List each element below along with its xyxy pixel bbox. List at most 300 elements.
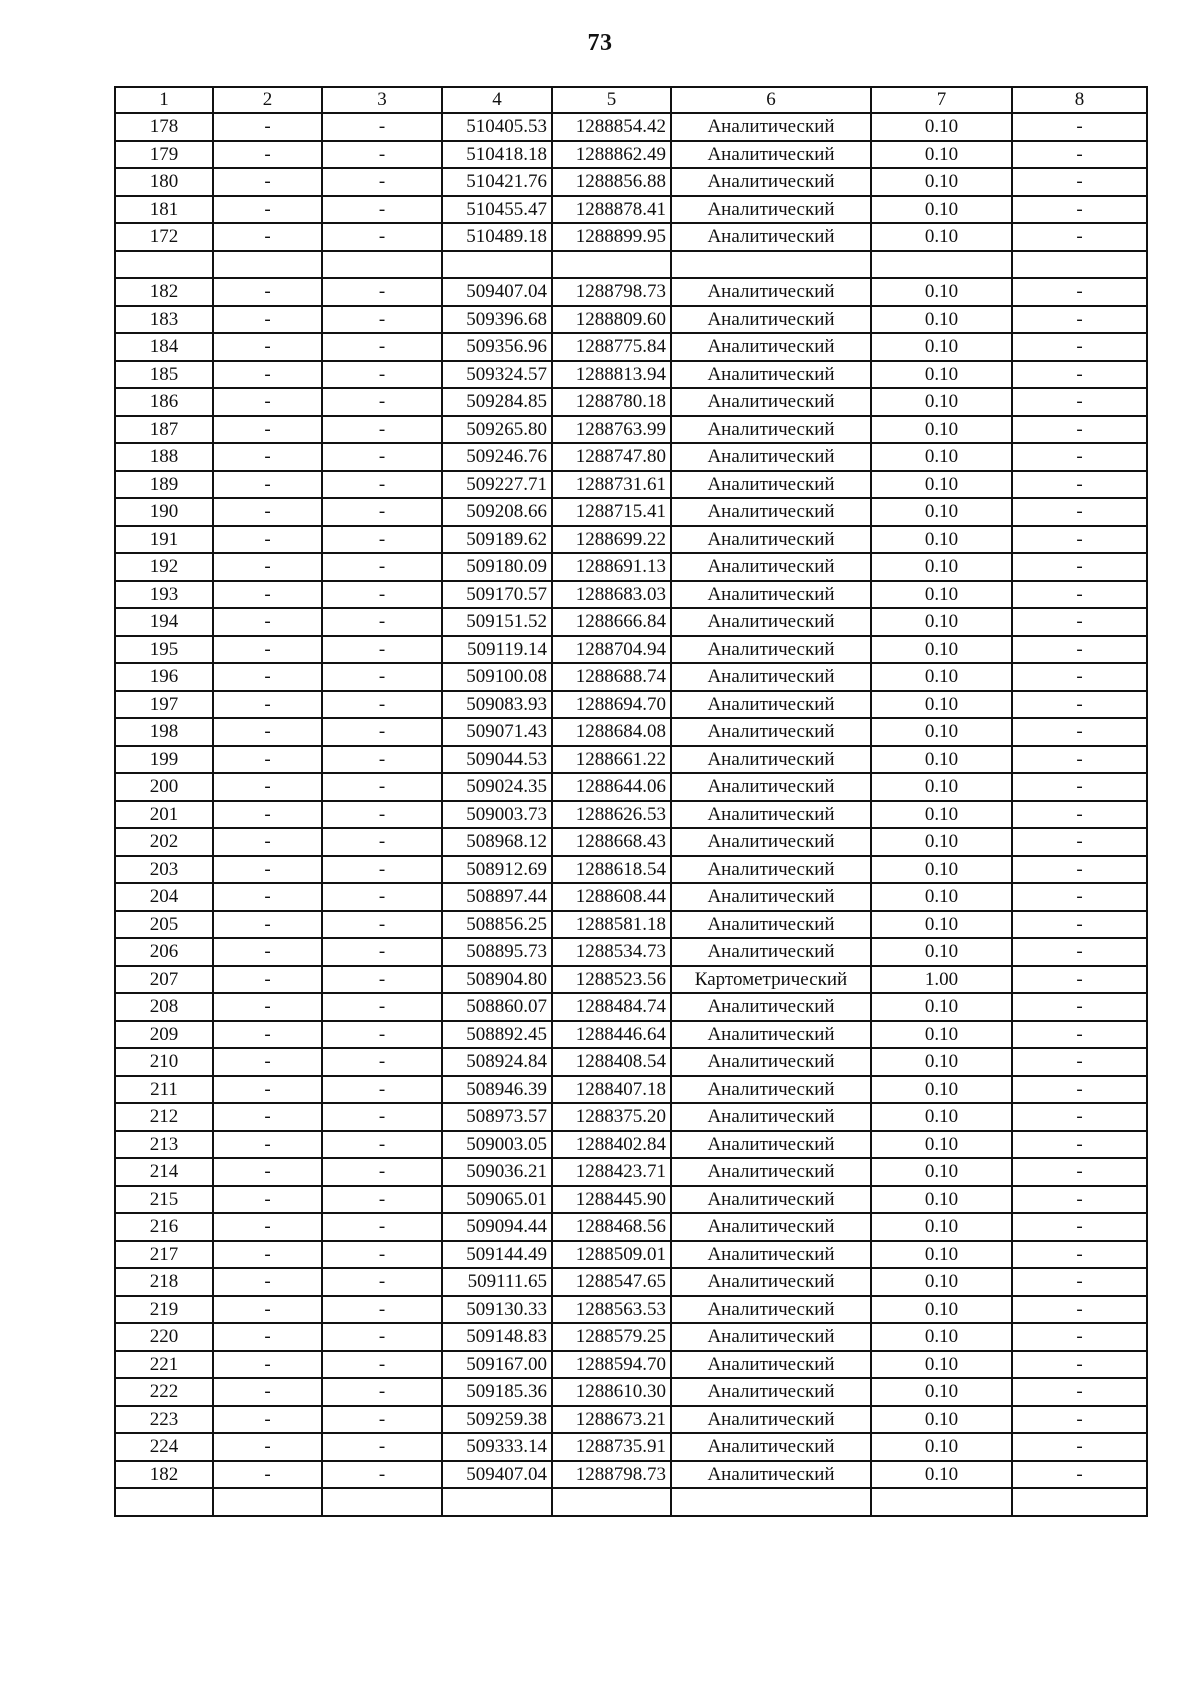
table-row <box>115 196 1147 224</box>
coord-y-cell: 1288704.94 <box>552 636 671 664</box>
col-2-cell: - <box>213 1268 322 1296</box>
col-8-cell: - <box>1012 911 1147 939</box>
point-number-cell: 215 <box>115 1186 213 1214</box>
coord-x-cell: 508968.12 <box>442 828 552 856</box>
method-cell: Аналитический <box>671 168 871 196</box>
coord-y-cell: 1288423.71 <box>552 1158 671 1186</box>
table-row <box>115 1158 1147 1186</box>
accuracy-cell: 0.10 <box>871 1433 1012 1461</box>
point-number-cell: 182 <box>115 278 213 306</box>
accuracy-cell: 0.10 <box>871 1131 1012 1159</box>
accuracy-cell: 0.10 <box>871 636 1012 664</box>
col-3-cell: - <box>322 718 442 746</box>
col-3-cell: - <box>322 498 442 526</box>
coord-x-cell: 509024.35 <box>442 773 552 801</box>
coord-x-cell <box>442 1488 552 1516</box>
table-row <box>115 966 1147 994</box>
col-8-cell: - <box>1012 856 1147 884</box>
col-8-cell: - <box>1012 1048 1147 1076</box>
accuracy-cell: 0.10 <box>871 333 1012 361</box>
method-cell <box>671 1488 871 1516</box>
col-8-cell: - <box>1012 388 1147 416</box>
method-cell: Аналитический <box>671 608 871 636</box>
coord-y-cell: 1288699.22 <box>552 526 671 554</box>
coord-x-cell: 510455.47 <box>442 196 552 224</box>
table-row <box>115 608 1147 636</box>
col-3-cell: - <box>322 1076 442 1104</box>
coord-x-cell: 509003.05 <box>442 1131 552 1159</box>
point-number-cell: 196 <box>115 663 213 691</box>
method-cell: Аналитический <box>671 196 871 224</box>
col-8-cell: - <box>1012 883 1147 911</box>
col-3-cell: - <box>322 1296 442 1324</box>
col-3-cell: - <box>322 1131 442 1159</box>
table-row <box>115 113 1147 141</box>
coord-x-cell: 508892.45 <box>442 1021 552 1049</box>
accuracy-cell: 0.10 <box>871 223 1012 251</box>
col-8-cell: - <box>1012 828 1147 856</box>
coord-y-cell: 1288684.08 <box>552 718 671 746</box>
method-cell <box>671 251 871 279</box>
col-3-cell: - <box>322 1021 442 1049</box>
col-3-cell: - <box>322 828 442 856</box>
coord-x-cell: 509396.68 <box>442 306 552 334</box>
table-row <box>115 141 1147 169</box>
coord-y-cell: 1288523.56 <box>552 966 671 994</box>
col-3-cell: - <box>322 526 442 554</box>
col-2-cell: - <box>213 1461 322 1489</box>
coord-x-cell: 509284.85 <box>442 388 552 416</box>
col-2-cell: - <box>213 553 322 581</box>
coord-y-cell: 1288509.01 <box>552 1241 671 1269</box>
coord-x-cell <box>442 251 552 279</box>
point-number-cell <box>115 1488 213 1516</box>
point-number-cell: 224 <box>115 1433 213 1461</box>
col-8-cell: - <box>1012 1186 1147 1214</box>
col-8-cell: - <box>1012 306 1147 334</box>
col-8-cell: - <box>1012 553 1147 581</box>
accuracy-cell: 0.10 <box>871 1076 1012 1104</box>
table-row <box>115 911 1147 939</box>
method-cell: Аналитический <box>671 1433 871 1461</box>
table-row <box>115 223 1147 251</box>
col-2-cell: - <box>213 1048 322 1076</box>
header-cell: 3 <box>322 87 442 113</box>
table-row <box>115 1461 1147 1489</box>
col-8-cell: - <box>1012 746 1147 774</box>
col-3-cell: - <box>322 1241 442 1269</box>
coord-y-cell: 1288375.20 <box>552 1103 671 1131</box>
point-number-cell: 194 <box>115 608 213 636</box>
col-2-cell <box>213 251 322 279</box>
method-cell: Аналитический <box>671 1461 871 1489</box>
col-2-cell <box>213 1488 322 1516</box>
coord-x-cell: 509044.53 <box>442 746 552 774</box>
point-number-cell: 212 <box>115 1103 213 1131</box>
method-cell: Аналитический <box>671 306 871 334</box>
method-cell: Аналитический <box>671 636 871 664</box>
accuracy-cell: 0.10 <box>871 196 1012 224</box>
coord-x-cell: 509094.44 <box>442 1213 552 1241</box>
method-cell: Аналитический <box>671 828 871 856</box>
col-8-cell: - <box>1012 773 1147 801</box>
coord-x-cell: 509324.57 <box>442 361 552 389</box>
coord-y-cell: 1288618.54 <box>552 856 671 884</box>
coord-y-cell: 1288610.30 <box>552 1378 671 1406</box>
accuracy-cell: 0.10 <box>871 443 1012 471</box>
col-8-cell: - <box>1012 113 1147 141</box>
col-8-cell: - <box>1012 1021 1147 1049</box>
table-row <box>115 773 1147 801</box>
table-row <box>115 526 1147 554</box>
coord-y-cell: 1288581.18 <box>552 911 671 939</box>
accuracy-cell: 0.10 <box>871 993 1012 1021</box>
method-cell: Аналитический <box>671 278 871 306</box>
header-cell: 1 <box>115 87 213 113</box>
accuracy-cell: 0.10 <box>871 388 1012 416</box>
method-cell: Аналитический <box>671 883 871 911</box>
accuracy-cell: 0.10 <box>871 498 1012 526</box>
method-cell: Аналитический <box>671 691 871 719</box>
col-2-cell: - <box>213 388 322 416</box>
point-number-cell: 197 <box>115 691 213 719</box>
coord-y-cell: 1288731.61 <box>552 471 671 499</box>
coord-x-cell: 509111.65 <box>442 1268 552 1296</box>
col-2-cell: - <box>213 1186 322 1214</box>
table-row <box>115 1296 1147 1324</box>
col-8-cell: - <box>1012 471 1147 499</box>
header-cell: 6 <box>671 87 871 113</box>
col-8-cell: - <box>1012 608 1147 636</box>
table-row <box>115 306 1147 334</box>
header-row <box>115 87 1147 113</box>
col-3-cell: - <box>322 938 442 966</box>
accuracy-cell: 0.10 <box>871 526 1012 554</box>
point-number-cell: 211 <box>115 1076 213 1104</box>
coord-x-cell: 508912.69 <box>442 856 552 884</box>
point-number-cell: 189 <box>115 471 213 499</box>
coord-y-cell <box>552 1488 671 1516</box>
point-number-cell: 182 <box>115 1461 213 1489</box>
method-cell: Аналитический <box>671 1323 871 1351</box>
col-3-cell: - <box>322 1048 442 1076</box>
col-8-cell: - <box>1012 636 1147 664</box>
point-number-cell: 209 <box>115 1021 213 1049</box>
coord-y-cell: 1288780.18 <box>552 388 671 416</box>
col-3-cell: - <box>322 1406 442 1434</box>
col-2-cell: - <box>213 1158 322 1186</box>
col-8-cell: - <box>1012 581 1147 609</box>
coord-y-cell: 1288763.99 <box>552 416 671 444</box>
point-number-cell: 190 <box>115 498 213 526</box>
col-8-cell: - <box>1012 966 1147 994</box>
point-number-cell: 221 <box>115 1351 213 1379</box>
col-2-cell: - <box>213 1076 322 1104</box>
table-row <box>115 1103 1147 1131</box>
table-row <box>115 691 1147 719</box>
accuracy-cell: 0.10 <box>871 1461 1012 1489</box>
accuracy-cell: 0.10 <box>871 471 1012 499</box>
table-row <box>115 1488 1147 1516</box>
col-2-cell: - <box>213 1103 322 1131</box>
accuracy-cell: 0.10 <box>871 141 1012 169</box>
coord-x-cell: 509180.09 <box>442 553 552 581</box>
table-row <box>115 388 1147 416</box>
col-3-cell: - <box>322 911 442 939</box>
coord-y-cell: 1288547.65 <box>552 1268 671 1296</box>
coord-x-cell: 508897.44 <box>442 883 552 911</box>
method-cell: Аналитический <box>671 416 871 444</box>
accuracy-cell: 0.10 <box>871 1103 1012 1131</box>
col-2-cell: - <box>213 993 322 1021</box>
point-number-cell: 191 <box>115 526 213 554</box>
coord-y-cell: 1288854.42 <box>552 113 671 141</box>
col-8-cell: - <box>1012 1131 1147 1159</box>
method-cell: Аналитический <box>671 1378 871 1406</box>
table-row <box>115 1076 1147 1104</box>
col-3-cell: - <box>322 306 442 334</box>
method-cell: Аналитический <box>671 1048 871 1076</box>
col-2-cell: - <box>213 1378 322 1406</box>
table-row <box>115 883 1147 911</box>
col-2-cell: - <box>213 966 322 994</box>
col-2-cell: - <box>213 196 322 224</box>
accuracy-cell: 0.10 <box>871 278 1012 306</box>
method-cell: Аналитический <box>671 746 871 774</box>
point-number-cell: 207 <box>115 966 213 994</box>
method-cell: Аналитический <box>671 1241 871 1269</box>
point-number-cell: 210 <box>115 1048 213 1076</box>
accuracy-cell: 0.10 <box>871 1186 1012 1214</box>
point-number-cell: 185 <box>115 361 213 389</box>
coord-x-cell: 509265.80 <box>442 416 552 444</box>
coord-y-cell: 1288644.06 <box>552 773 671 801</box>
accuracy-cell: 0.10 <box>871 1021 1012 1049</box>
coord-x-cell: 510489.18 <box>442 223 552 251</box>
table-row <box>115 1241 1147 1269</box>
accuracy-cell: 0.10 <box>871 883 1012 911</box>
col-3-cell: - <box>322 801 442 829</box>
coord-x-cell: 508856.25 <box>442 911 552 939</box>
point-number-cell: 201 <box>115 801 213 829</box>
col-2-cell: - <box>213 361 322 389</box>
method-cell: Аналитический <box>671 526 871 554</box>
col-2-cell: - <box>213 801 322 829</box>
method-cell: Аналитический <box>671 553 871 581</box>
coord-x-cell: 509185.36 <box>442 1378 552 1406</box>
point-number-cell: 187 <box>115 416 213 444</box>
coordinates-table <box>114 86 1148 1517</box>
point-number-cell: 180 <box>115 168 213 196</box>
header-cell: 7 <box>871 87 1012 113</box>
col-3-cell: - <box>322 388 442 416</box>
col-2-cell: - <box>213 746 322 774</box>
col-8-cell: - <box>1012 361 1147 389</box>
col-8-cell: - <box>1012 801 1147 829</box>
col-2-cell: - <box>213 1213 322 1241</box>
coord-y-cell: 1288688.74 <box>552 663 671 691</box>
table-row <box>115 361 1147 389</box>
coord-x-cell: 509151.52 <box>442 608 552 636</box>
col-3-cell: - <box>322 993 442 1021</box>
col-8-cell: - <box>1012 1103 1147 1131</box>
method-cell: Аналитический <box>671 718 871 746</box>
point-number-cell: 217 <box>115 1241 213 1269</box>
point-number-cell: 205 <box>115 911 213 939</box>
point-number-cell: 188 <box>115 443 213 471</box>
col-3-cell <box>322 251 442 279</box>
table-row <box>115 663 1147 691</box>
col-8-cell: - <box>1012 993 1147 1021</box>
coord-y-cell: 1288445.90 <box>552 1186 671 1214</box>
method-cell: Аналитический <box>671 801 871 829</box>
method-cell: Аналитический <box>671 1296 871 1324</box>
point-number-cell: 192 <box>115 553 213 581</box>
table-row <box>115 801 1147 829</box>
col-3-cell: - <box>322 278 442 306</box>
method-cell: Аналитический <box>671 1186 871 1214</box>
coord-x-cell: 509003.73 <box>442 801 552 829</box>
col-2-cell: - <box>213 938 322 966</box>
col-3-cell: - <box>322 1186 442 1214</box>
coord-y-cell: 1288534.73 <box>552 938 671 966</box>
coord-y-cell: 1288484.74 <box>552 993 671 1021</box>
coord-y-cell: 1288798.73 <box>552 278 671 306</box>
coord-y-cell: 1288899.95 <box>552 223 671 251</box>
method-cell: Аналитический <box>671 1131 871 1159</box>
table-row <box>115 553 1147 581</box>
coord-x-cell: 509167.00 <box>442 1351 552 1379</box>
col-8-cell: - <box>1012 1351 1147 1379</box>
col-2-cell: - <box>213 1296 322 1324</box>
coord-y-cell: 1288694.70 <box>552 691 671 719</box>
accuracy-cell: 0.10 <box>871 691 1012 719</box>
point-number-cell: 218 <box>115 1268 213 1296</box>
col-2-cell: - <box>213 608 322 636</box>
accuracy-cell: 0.10 <box>871 608 1012 636</box>
point-number-cell: 203 <box>115 856 213 884</box>
method-cell: Аналитический <box>671 856 871 884</box>
col-8-cell: - <box>1012 526 1147 554</box>
accuracy-cell: 0.10 <box>871 1268 1012 1296</box>
method-cell: Аналитический <box>671 333 871 361</box>
col-2-cell: - <box>213 691 322 719</box>
table-row <box>115 1433 1147 1461</box>
method-cell: Аналитический <box>671 388 871 416</box>
method-cell: Аналитический <box>671 1213 871 1241</box>
method-cell: Аналитический <box>671 993 871 1021</box>
method-cell: Аналитический <box>671 911 871 939</box>
col-2-cell: - <box>213 333 322 361</box>
coord-x-cell: 510421.76 <box>442 168 552 196</box>
col-2-cell: - <box>213 443 322 471</box>
method-cell: Аналитический <box>671 223 871 251</box>
col-2-cell: - <box>213 168 322 196</box>
col-3-cell: - <box>322 223 442 251</box>
coord-x-cell: 509246.76 <box>442 443 552 471</box>
table-row <box>115 581 1147 609</box>
method-cell: Аналитический <box>671 1103 871 1131</box>
method-cell: Аналитический <box>671 141 871 169</box>
method-cell: Аналитический <box>671 1076 871 1104</box>
col-3-cell: - <box>322 443 442 471</box>
accuracy-cell: 0.10 <box>871 1213 1012 1241</box>
accuracy-cell: 0.10 <box>871 911 1012 939</box>
table-row <box>115 278 1147 306</box>
col-3-cell: - <box>322 196 442 224</box>
col-3-cell: - <box>322 1213 442 1241</box>
coord-x-cell: 508973.57 <box>442 1103 552 1131</box>
accuracy-cell: 0.10 <box>871 1296 1012 1324</box>
method-cell: Аналитический <box>671 663 871 691</box>
coord-x-cell: 509407.04 <box>442 278 552 306</box>
coord-y-cell: 1288691.13 <box>552 553 671 581</box>
col-3-cell: - <box>322 553 442 581</box>
col-8-cell: - <box>1012 498 1147 526</box>
col-3-cell <box>322 1488 442 1516</box>
col-3-cell: - <box>322 773 442 801</box>
coord-x-cell: 509333.14 <box>442 1433 552 1461</box>
col-8-cell: - <box>1012 1323 1147 1351</box>
col-2-cell: - <box>213 663 322 691</box>
col-8-cell: - <box>1012 1076 1147 1104</box>
accuracy-cell: 0.10 <box>871 416 1012 444</box>
col-3-cell: - <box>322 141 442 169</box>
col-3-cell: - <box>322 113 442 141</box>
coord-y-cell: 1288661.22 <box>552 746 671 774</box>
point-number-cell: 222 <box>115 1378 213 1406</box>
col-2-cell: - <box>213 883 322 911</box>
col-2-cell: - <box>213 636 322 664</box>
col-2-cell: - <box>213 773 322 801</box>
accuracy-cell: 0.10 <box>871 581 1012 609</box>
coord-y-cell: 1288809.60 <box>552 306 671 334</box>
col-8-cell: - <box>1012 1296 1147 1324</box>
point-number-cell: 200 <box>115 773 213 801</box>
col-3-cell: - <box>322 608 442 636</box>
accuracy-cell: 0.10 <box>871 361 1012 389</box>
method-cell: Аналитический <box>671 1406 871 1434</box>
col-8-cell <box>1012 1488 1147 1516</box>
coord-y-cell: 1288747.80 <box>552 443 671 471</box>
accuracy-cell <box>871 251 1012 279</box>
table-row <box>115 993 1147 1021</box>
method-cell: Аналитический <box>671 1351 871 1379</box>
method-cell: Аналитический <box>671 773 871 801</box>
table-row <box>115 443 1147 471</box>
table-body <box>115 87 1147 1516</box>
point-number-cell: 213 <box>115 1131 213 1159</box>
method-cell: Аналитический <box>671 1158 871 1186</box>
coord-x-cell: 509227.71 <box>442 471 552 499</box>
col-3-cell: - <box>322 1433 442 1461</box>
table-row <box>115 1268 1147 1296</box>
coord-y-cell: 1288673.21 <box>552 1406 671 1434</box>
col-8-cell: - <box>1012 1378 1147 1406</box>
coord-y-cell: 1288813.94 <box>552 361 671 389</box>
table-row <box>115 746 1147 774</box>
coord-y-cell: 1288594.70 <box>552 1351 671 1379</box>
coord-x-cell: 509119.14 <box>442 636 552 664</box>
accuracy-cell: 0.10 <box>871 1406 1012 1434</box>
coord-x-cell: 508946.39 <box>442 1076 552 1104</box>
coord-y-cell: 1288402.84 <box>552 1131 671 1159</box>
table-row <box>115 416 1147 444</box>
point-number-cell: 172 <box>115 223 213 251</box>
col-8-cell: - <box>1012 691 1147 719</box>
table-row <box>115 498 1147 526</box>
coord-y-cell: 1288626.53 <box>552 801 671 829</box>
